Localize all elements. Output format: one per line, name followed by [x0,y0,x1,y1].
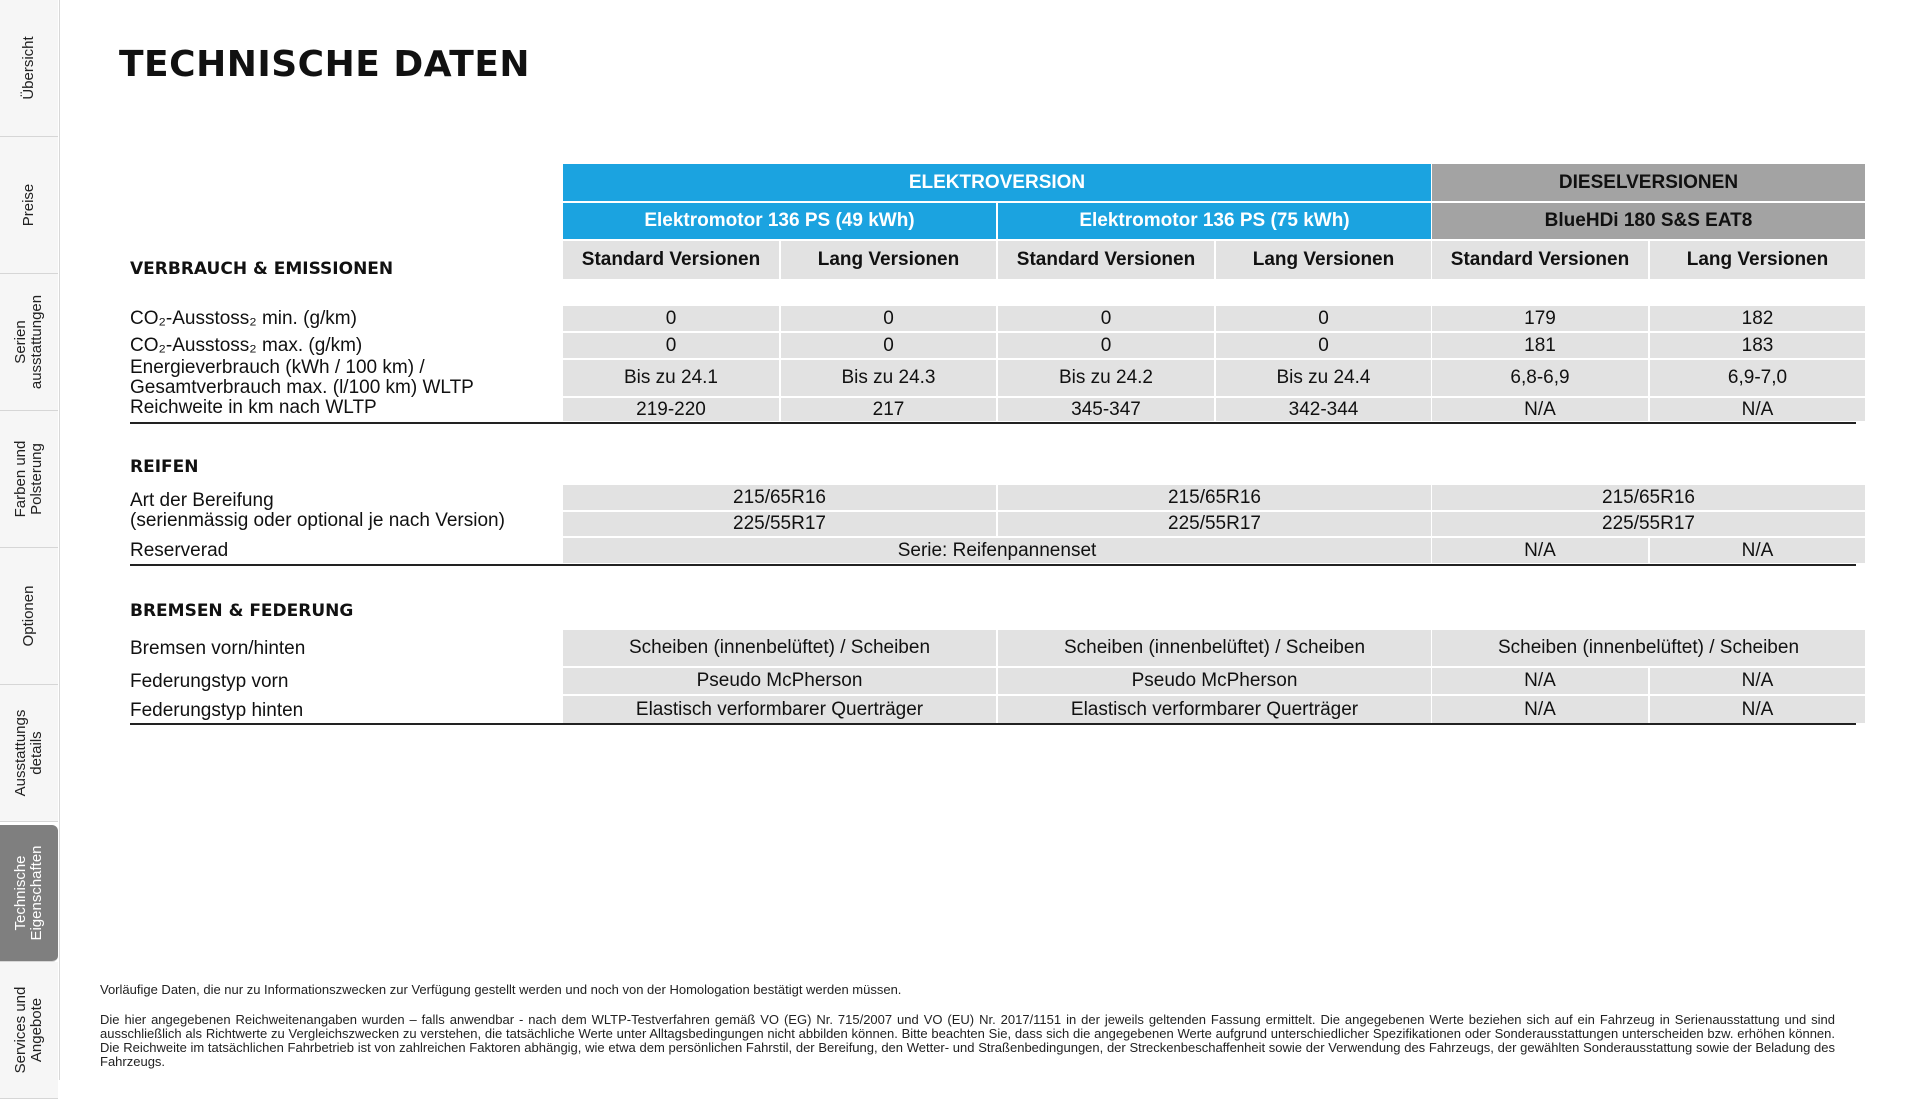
table-cell: N/A [1432,668,1648,694]
table-cell: Scheiben (innenbelüftet) / Scheiben [998,630,1431,666]
table-cell: 215/65R16 [1432,485,1865,510]
table-cell: 179 [1432,306,1648,331]
page-title: TECHNISCHE DATEN [119,44,531,85]
sidebar-tab-label: Übersicht [20,36,37,100]
table-cell: 217 [781,398,996,421]
row-label-federung-hinten: Federungstyp hinten [130,700,304,721]
sidebar-tab-services-angebote[interactable] [0,962,58,1099]
table-cell: 215/65R16 [998,485,1431,510]
table-cell: Bis zu 24.1 [563,360,779,396]
row-label-co2-max: CO₂-Ausstoss₂ max. (g/km) [130,335,363,356]
table-cell: N/A [1650,398,1865,421]
section-divider [130,422,1856,424]
table-cell: Scheiben (innenbelüftet) / Scheiben [1432,630,1865,666]
section-title-verbrauch: VERBRAUCH & EMISSIONEN [130,259,394,279]
table-cell: Bis zu 24.3 [781,360,996,396]
header-version: Lang Versionen [1650,241,1865,279]
table-cell: 6,8-6,9 [1432,360,1648,396]
section-title-bremsen: BREMSEN & FEDERUNG [130,601,354,621]
table-cell: Pseudo McPherson [998,668,1431,694]
table-cell: 215/65R16 [563,485,996,510]
section-divider [130,723,1856,725]
table-cell: N/A [1650,696,1865,723]
table-cell: N/A [1650,668,1865,694]
table-cell: Bis zu 24.4 [1216,360,1431,396]
table-cell: N/A [1650,538,1865,563]
sidebar-tab-label: Farben und Polsterung [12,440,45,518]
section-divider [130,564,1856,566]
sidebar-tab-label: Services und Angebote [12,986,45,1074]
footnote-wltp: Die hier angegebenen Reichweitenangaben wurden – falls anwendbar - nach dem WLTP-Testverfahren gemäß VO (EG) Nr. 715/2007 und VO (EU) Nr. 2017/1151 in der jeweils geltenden Fassung ermittelt. Die angegebenen Werte beziehen sich auf ein Fahrzeug in Serienausstattung und sind ausschließlich als Richtwerte zu Vergleichszwecken zu verstehen, die tatsächliche Werte unter Alltagsbedingungen nicht abbilden können. Bitte beachten Sie, dass sich die angegebenen Werte aufgrund unterschiedlicher Spezifikationen oder Sonderausstattungen unterscheiden bzw. erhöhen können. Die Reichweite im tatsächlichen Fahrbetrieb ist von zahlreichen Faktoren abhängig, wie etwa dem persönlichen Fahrstil, der Bereifung, den Wetter- und Straßenbedingungen, der Streckenbeschaffenheit sowie der Verwendung des Fahrzeugs, der gewählten Sonderausstattung sowie der Beladung des Fahrzeugs. [100,1012,1835,1069]
sidebar-tab-uebersicht[interactable] [0,0,58,137]
table-cell: 219-220 [563,398,779,421]
table-cell: 181 [1432,333,1648,358]
table-cell: 182 [1650,306,1865,331]
header-elektroversion: ELEKTROVERSION [563,164,1431,201]
sidebar-tab-label: Serien ausstattungen [12,294,45,390]
table-cell: Elastisch verformbarer Querträger [998,696,1431,723]
row-label-federung-vorn: Federungstyp vorn [130,671,289,692]
table-cell: 0 [1216,333,1431,358]
header-dieselversionen: DIESELVERSIONEN [1432,164,1865,201]
table-cell: 225/55R17 [1432,512,1865,536]
row-label-bremsen: Bremsen vorn/hinten [130,638,306,659]
footnote-preliminary: Vorläufige Daten, die nur zu Informationszwecken zur Verfügung gestellt werden und noch von der Homologation bestätigt werden müssen. [100,982,902,997]
table-cell: N/A [1432,398,1648,421]
sidebar-tab-serienausstattungen[interactable] [0,274,58,411]
table-cell: Elastisch verformbarer Querträger [563,696,996,723]
sidebar-tab-ausstattungsdetails[interactable] [0,685,58,822]
table-cell: 225/55R17 [998,512,1431,536]
sidebar-tab-farben-polsterung[interactable] [0,411,58,548]
table-cell: 0 [563,306,779,331]
header-version: Standard Versionen [998,241,1214,279]
row-label-reichweite: Reichweite in km nach WLTP [130,397,377,418]
sidebar-tab-optionen[interactable] [0,548,58,685]
section-title-reifen: REIFEN [130,457,199,477]
table-cell: 0 [563,333,779,358]
header-engine-49kwh: Elektromotor 136 PS (49 kWh) [563,203,996,239]
sidebar-nav [0,0,60,1080]
table-cell: 0 [781,333,996,358]
table-cell: 183 [1650,333,1865,358]
row-label-energieverbrauch: Energieverbrauch (kWh / 100 km) / Gesamtverbrauch max. (l/100 km) WLTP [130,357,474,398]
table-cell: Scheiben (innenbelüftet) / Scheiben [563,630,996,666]
sidebar-tab-label: Technische Eigenschaften [12,845,45,941]
table-cell: 0 [1216,306,1431,331]
row-label-reserverad: Reserverad [130,540,229,561]
table-cell: N/A [1432,538,1648,563]
table-cell: 225/55R17 [563,512,996,536]
table-cell: 6,9-7,0 [1650,360,1865,396]
sidebar-tab-technische-eigenschaften[interactable] [0,825,58,962]
header-version: Lang Versionen [781,241,996,279]
sidebar-tab-label: Ausstattungs details [12,709,45,797]
sidebar-tab-label: Preise [20,183,37,227]
header-version: Standard Versionen [563,241,779,279]
table-cell: 0 [998,306,1214,331]
table-cell: 345-347 [998,398,1214,421]
table-cell: Serie: Reifenpannenset [563,538,1431,563]
footnotes [100,983,1835,1069]
header-version: Lang Versionen [1216,241,1431,279]
sidebar-tab-preise[interactable] [0,137,58,274]
table-cell: N/A [1432,696,1648,723]
row-label-co2-min: CO₂-Ausstoss₂ min. (g/km) [130,308,357,329]
sidebar-tab-label: Optionen [20,585,37,647]
table-cell: 0 [998,333,1214,358]
table-cell: 342-344 [1216,398,1431,421]
table-cell: Bis zu 24.2 [998,360,1214,396]
table-cell: 0 [781,306,996,331]
header-version: Standard Versionen [1432,241,1648,279]
table-cell: Pseudo McPherson [563,668,996,694]
header-engine-75kwh: Elektromotor 136 PS (75 kWh) [998,203,1431,239]
row-label-bereifung: Art der Bereifung (serienmässig oder optional je nach Version) [130,490,505,531]
header-engine-bluehdi: BlueHDi 180 S&S EAT8 [1432,203,1865,239]
